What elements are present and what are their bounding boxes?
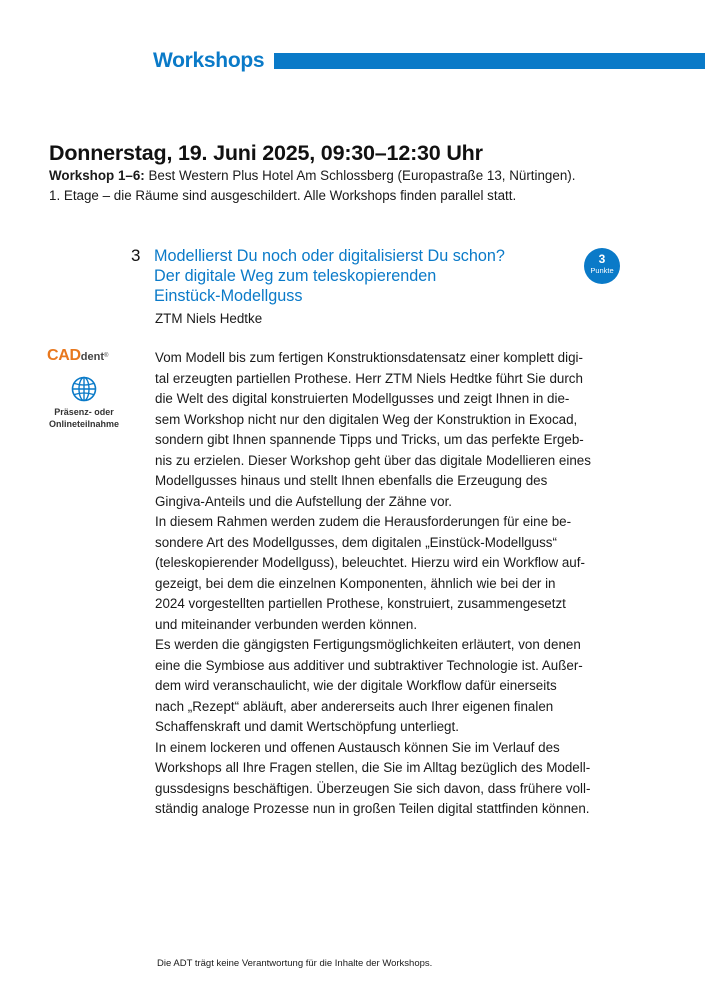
description-line: 2024 vorgestellten partiellen Prothese, konstruiert, zusammengesetzt [155,596,566,611]
section-accent-bar [274,53,705,69]
sponsor-logo [47,346,108,367]
participation-mode [30,406,138,430]
workshop-title [154,246,574,306]
description-line: sondern gibt Ihnen spannende Tipps und Tricks, um das perfekte Ergeb- [155,432,584,447]
description-line: ständig analoge Prozesse nun in großen Teilen digital stattfinden können. [155,801,590,816]
description-line: tal erzeugten partiellen Prothese. Herr ZTM Niels Hedtke führt Sie durch [155,370,583,386]
workshop-title-line: Modellierst Du noch oder digitalisierst Du schon? [154,247,505,265]
description-line: (teleskopierender Modellguss), beleuchtet. Hierzu wird ein Workflow auf- [155,555,585,570]
venue-label: Workshop 1–6: [49,168,145,183]
workshop-description [155,348,625,820]
description-line: die Welt des digital konstruierten Modellgusses und zeigt Ihnen in die- [155,391,570,406]
points-label: Punkte [590,266,614,275]
description-line: Gingiva-Anteils und die Aufstellung der Zähne vor. [155,493,453,509]
description-line: In einem lockeren und offenen Austausch können Sie im Verlauf des [155,739,560,755]
description-line: gezeigt, bei dem die einzelnen Komponenten, ähnlich wie bei der in [155,575,556,591]
description-line: sondere Art des Modellgusses, dem digitalen „Einstück-Modellguss“ [155,534,557,550]
sponsor-logo-mark: ® [104,353,109,359]
description-line: und miteinander verbunden werden können. [155,616,418,632]
description-line: Schaffenskraft und damit Wertschöpfung unterliegt. [155,719,459,734]
section-title: Workshops [153,49,265,72]
workshop-speaker: ZTM Niels Hedtke [155,311,263,326]
participation-mode-line: Präsenz- oder [54,407,114,417]
description-line: Workshops all Ihre Fragen stellen, die Sie im Alltag bezüglich des Modell- [155,760,591,775]
description-line: Vom Modell bis zum fertigen Konstruktionsdatensatz einer komplett digi- [155,350,583,365]
description-line: sem Workshop nicht nur den digitalen Weg der Konstruktion in Exocad, [155,411,578,427]
description-line: gussdesigns beschäftigen. Überzeugen Sie sich davon, dass frühere voll- [155,780,591,796]
participation-mode-line: Onlineteilnahme [48,419,119,429]
points-value: 3 [598,252,606,266]
description-line: eine die Symbiose aus additiver und subtraktiver Technologie ist. Außer- [155,657,583,673]
description-line: Es werden die gängigsten Fertigungsmöglichkeiten erläutert, von denen [155,637,581,652]
venue-note: 1. Etage – die Räume sind ausgeschildert. Alle Workshops finden parallel statt. [49,188,517,203]
section-header [153,47,705,75]
workshop-title-line: Einstück-Modellguss [154,287,303,305]
session-date-heading: Donnerstag, 19. Juni 2025, 09:30–12:30 Uhr [49,141,483,165]
venue-text: Best Western Plus Hotel Am Schlossberg (Europastraße 13, Nürtingen). [148,168,576,183]
session-venue [49,166,649,206]
workshop-title-line: Der digitale Weg zum teleskopierenden [154,267,437,285]
sponsor-logo-primary: CAD [47,347,81,364]
globe-icon [71,376,97,402]
description-line: dem wird veranschaulicht, wie der digitale Workflow dafür einerseits [155,678,557,693]
sponsor-logo-secondary: dent [80,351,104,363]
workshop-number: 3 [131,246,141,265]
description-line: Modellgusses hinaus und stellt Ihnen ebenfalls die Erzeugung des [155,473,548,488]
description-line: nis zu erzielen. Dieser Workshop geht über das digitale Modellieren eines [155,452,591,468]
description-line: nach „Rezept“ abläuft, aber andererseits auch Ihrer eigenen finalen [155,698,554,714]
description-line: In diesem Rahmen werden zudem die Herausforderungen für eine be- [155,514,572,529]
points-badge [584,248,620,284]
venue-line [49,166,649,186]
footer-disclaimer: Die ADT trägt keine Verantwortung für die Inhalte der Workshops. [157,958,433,969]
